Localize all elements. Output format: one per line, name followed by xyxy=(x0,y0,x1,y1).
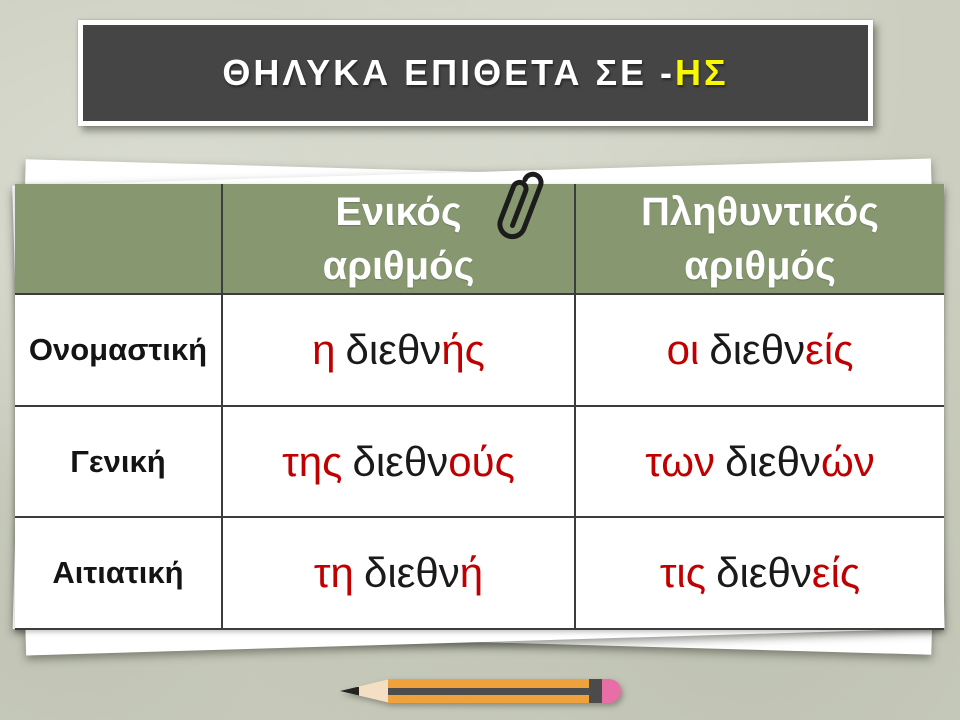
title-banner xyxy=(78,20,873,126)
article-text: η xyxy=(312,326,336,373)
article-text: τις xyxy=(659,549,706,596)
title-main-text: ΘΗΛΥΚΑ ΕΠΙΘΕΤΑ ΣΕ - xyxy=(222,52,676,93)
header-plural-line1: Πληθυντικός xyxy=(641,189,879,234)
stem-text: διεθν xyxy=(716,549,812,596)
form-genitive-singular xyxy=(223,407,576,518)
row-label-nominative: Ονομαστική xyxy=(15,295,223,407)
header-singular-line2: αριθμός xyxy=(322,243,475,288)
article-text: των xyxy=(645,437,716,485)
ending-text: ής xyxy=(441,326,485,373)
ending-text: ών xyxy=(820,437,875,485)
pencil-eraser xyxy=(602,679,621,703)
pencil-graphite-point xyxy=(340,687,359,696)
declension-table xyxy=(15,184,944,630)
ending-text: ή xyxy=(459,549,484,596)
form-accusative-singular xyxy=(223,518,576,630)
form-accusative-plural xyxy=(576,518,944,630)
slide-title xyxy=(222,52,728,94)
row-label-accusative: Αιτιατική xyxy=(15,518,223,630)
form-nominative-singular xyxy=(223,295,576,407)
stem-text: διεθν xyxy=(345,326,442,373)
ending-text: είς xyxy=(811,549,861,596)
pencil-ferrule xyxy=(589,679,602,703)
stem-text: διεθν xyxy=(725,437,821,485)
pencil-stripe xyxy=(388,688,589,695)
article-text: οι xyxy=(666,326,700,373)
article-text: της xyxy=(282,437,343,485)
column-header-plural xyxy=(576,184,944,295)
title-highlight-text: ΗΣ xyxy=(675,52,729,93)
article-text: τη xyxy=(313,549,354,596)
stem-text: διεθν xyxy=(363,549,460,596)
row-label-genitive: Γενική xyxy=(15,407,223,518)
header-plural-line2: αριθμός xyxy=(684,243,836,288)
ending-text: είς xyxy=(805,326,854,373)
form-nominative-plural xyxy=(576,295,944,407)
table-corner-cell xyxy=(15,184,223,295)
ending-text: ούς xyxy=(448,437,515,485)
stem-text: διεθν xyxy=(352,437,449,485)
form-genitive-plural xyxy=(576,407,944,518)
stem-text: διεθν xyxy=(709,326,806,373)
header-singular-line1: Ενικός xyxy=(335,189,462,234)
pencil-icon xyxy=(338,679,621,703)
